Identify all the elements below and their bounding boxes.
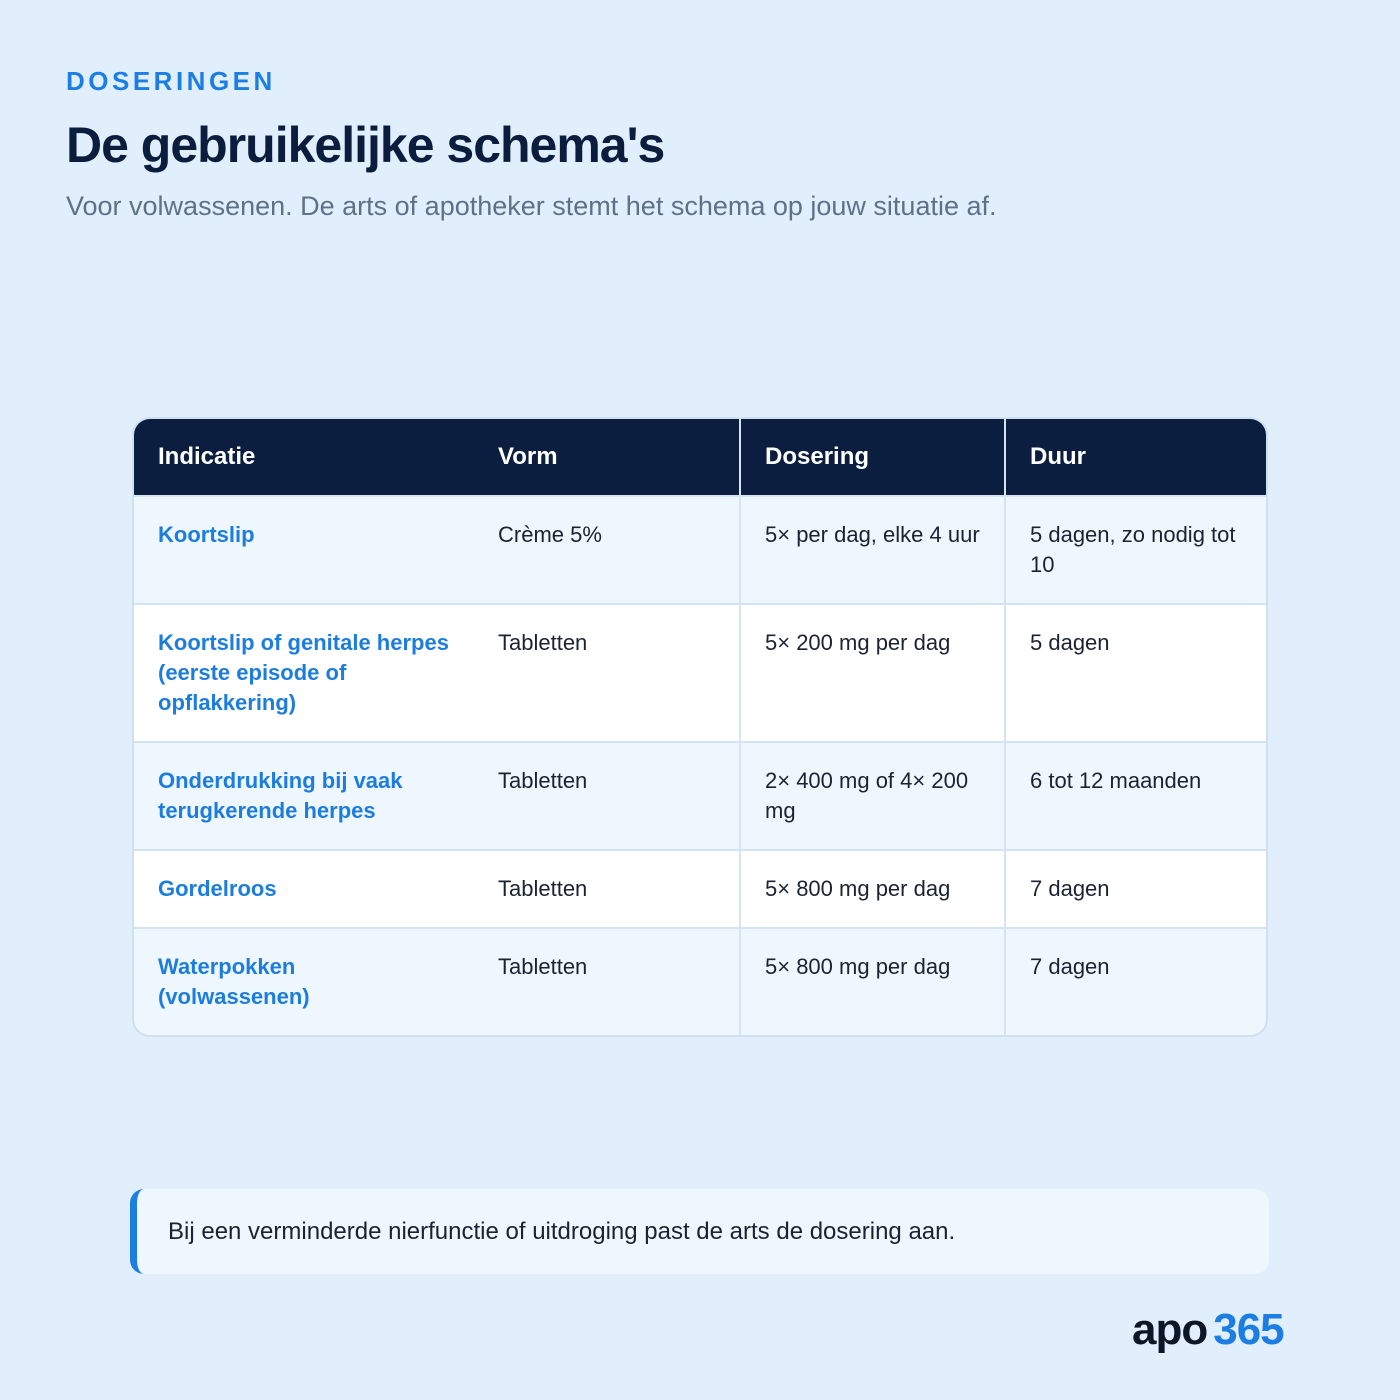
indication-cell: Koortslip of genitale herpes (eerste episode of opflakkering)	[134, 604, 474, 742]
dosage-table	[134, 419, 1268, 1035]
dosage-table-card	[132, 417, 1268, 1037]
kidney-function-note	[130, 1189, 1269, 1274]
column-header-dosering: Dosering	[740, 419, 1005, 496]
page-title: De gebruikelijke schema's	[66, 117, 665, 173]
duration-cell: 7 dagen	[1005, 928, 1268, 1035]
table-row	[134, 496, 1268, 604]
note-text: Bij een verminderde nierfunctie of uitdroging past de arts de dosering aan.	[168, 1217, 956, 1245]
duration-cell: 5 dagen	[1005, 604, 1268, 742]
column-header-duur: Duur	[1005, 419, 1268, 496]
dosage-cell: 2× 400 mg of 4× 200 mg	[740, 742, 1005, 850]
duration-cell: 6 tot 12 maanden	[1005, 742, 1268, 850]
duration-cell: 7 dagen	[1005, 850, 1268, 928]
form-cell: Crème 5%	[474, 496, 740, 604]
table-row	[134, 604, 1268, 742]
duration-cell: 5 dagen, zo nodig tot 10	[1005, 496, 1268, 604]
logo-apo-text: apo	[1132, 1305, 1208, 1354]
dosage-cell: 5× 800 mg per dag	[740, 850, 1005, 928]
column-header-indicatie: Indicatie	[134, 419, 474, 496]
dosage-cell: 5× 800 mg per dag	[740, 928, 1005, 1035]
logo-365-text: 365	[1213, 1305, 1284, 1354]
table-header-row	[134, 419, 1268, 496]
indication-cell: Koortslip	[134, 496, 474, 604]
indication-cell: Waterpokken (volwassenen)	[134, 928, 474, 1035]
indication-cell: Gordelroos	[134, 850, 474, 928]
apo365-logo	[1132, 1300, 1284, 1360]
dosage-cell: 5× 200 mg per dag	[740, 604, 1005, 742]
table-row	[134, 850, 1268, 928]
table-row	[134, 742, 1268, 850]
dosage-cell: 5× per dag, elke 4 uur	[740, 496, 1005, 604]
form-cell: Tabletten	[474, 850, 740, 928]
table-row	[134, 928, 1268, 1035]
section-eyebrow: DOSERINGEN	[66, 66, 276, 96]
page-subtitle: Voor volwassenen. De arts of apotheker stemt het schema op jouw situatie af.	[66, 191, 997, 221]
form-cell: Tabletten	[474, 742, 740, 850]
form-cell: Tabletten	[474, 928, 740, 1035]
form-cell: Tabletten	[474, 604, 740, 742]
column-header-vorm: Vorm	[474, 419, 740, 496]
indication-cell: Onderdrukking bij vaak terugkerende herpes	[134, 742, 474, 850]
